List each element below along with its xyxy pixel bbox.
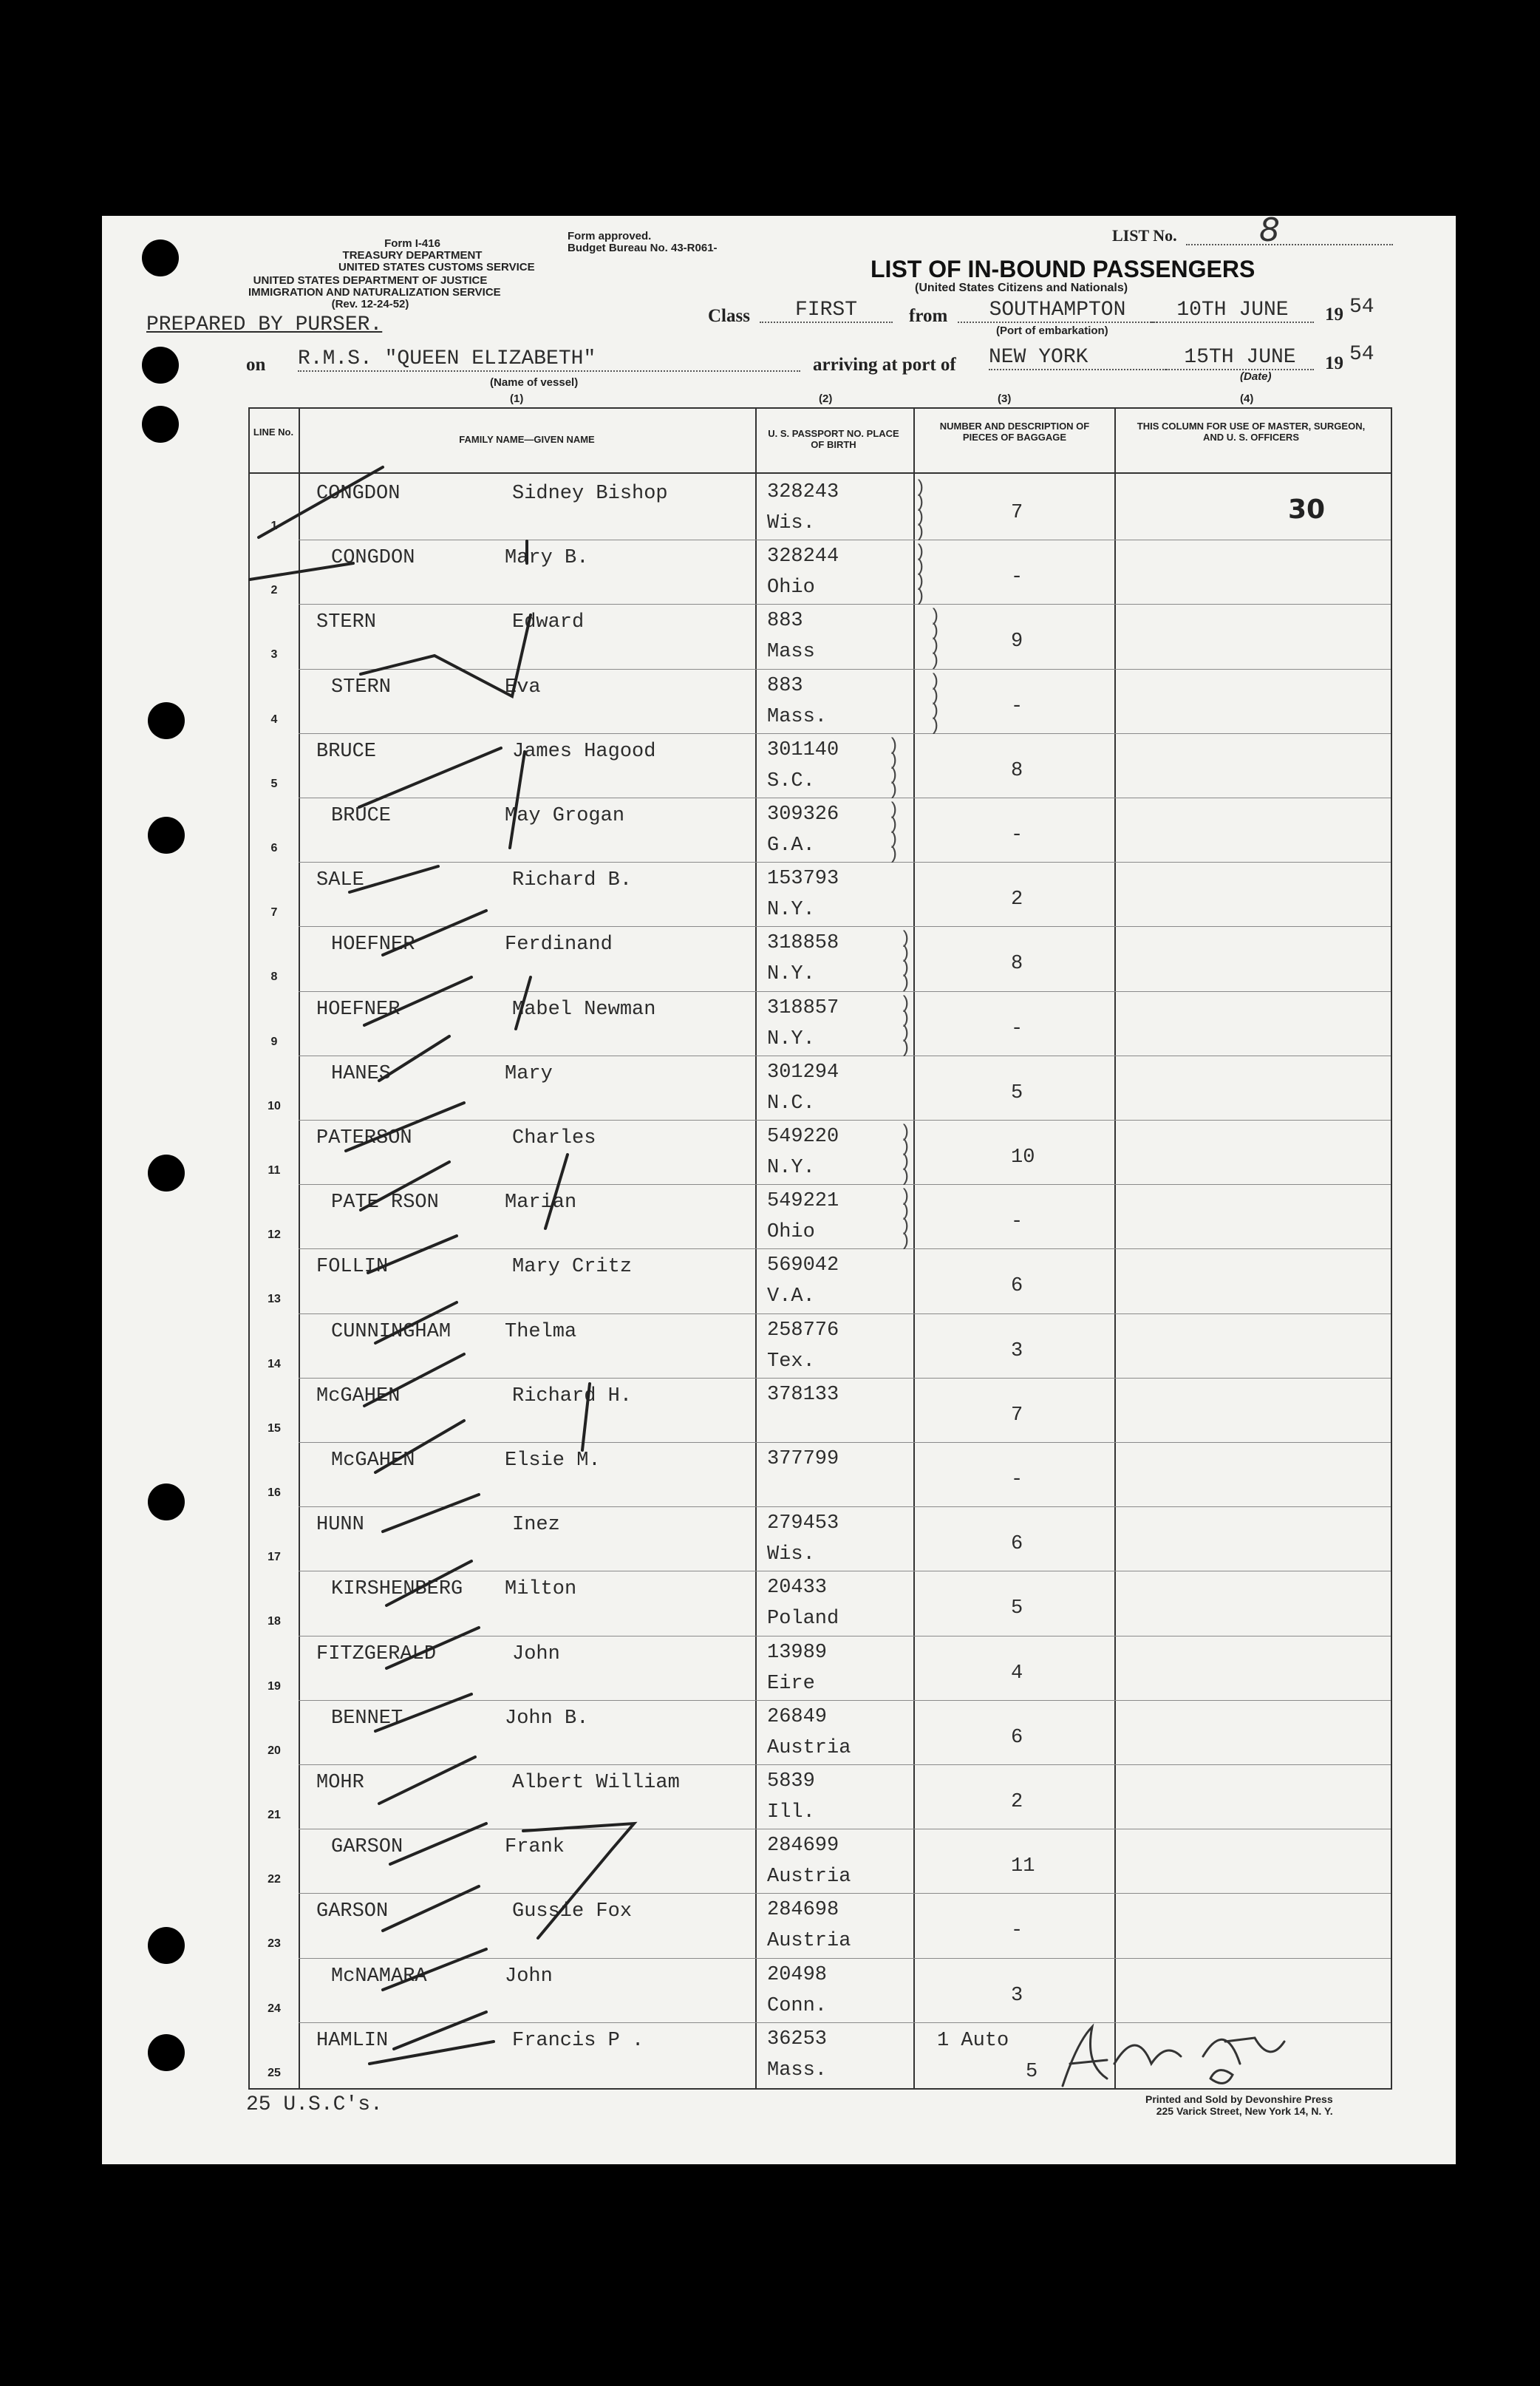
row-line-number: 23 <box>268 1937 281 1951</box>
family-name: PATERSON <box>316 1127 412 1149</box>
baggage-count: 8 <box>1011 953 1023 976</box>
family-name: MOHR <box>316 1772 364 1794</box>
check-mark <box>375 1694 471 1731</box>
place-of-birth: Mass <box>767 641 815 664</box>
row-line-number: 10 <box>268 1099 281 1112</box>
check-mark <box>361 615 531 696</box>
bracket-mark: ) <box>900 1187 911 1208</box>
baggage-extra: 5 <box>1026 2060 1038 2083</box>
check-mark <box>369 2042 494 2064</box>
bracket-mark: ) <box>888 830 899 850</box>
row-line-number: 4 <box>270 713 278 726</box>
family-name: FOLLIN <box>316 1256 389 1279</box>
baggage-count: 5 <box>1011 1081 1023 1104</box>
place-of-birth: Austria <box>767 1736 851 1759</box>
passport-number: 328243 <box>767 481 839 503</box>
family-name: PATE RSON <box>331 1192 439 1214</box>
given-name: Richard H. <box>512 1384 633 1407</box>
check-mark <box>375 1421 464 1472</box>
check-mark <box>259 467 383 537</box>
list-no-label: LIST No. <box>1112 226 1177 245</box>
baggage-count: - <box>1011 1211 1023 1234</box>
baggage-count: 7 <box>1011 502 1023 524</box>
date-note: (Date) <box>1240 370 1272 383</box>
given-name: John B. <box>505 1707 589 1730</box>
place-of-birth: N.Y. <box>767 1157 815 1179</box>
on-label: on <box>246 355 266 375</box>
family-name: CONGDON <box>316 483 401 505</box>
place-of-birth: S.C. <box>767 769 815 792</box>
place-of-birth: N.Y. <box>767 1027 815 1050</box>
given-name: Mary <box>505 1062 553 1085</box>
printer-info <box>1145 2093 1333 2117</box>
baggage-count: 6 <box>1011 1533 1023 1556</box>
bracket-mark: ) <box>930 686 941 707</box>
baggage-count: 7 <box>1011 1404 1023 1427</box>
given-name: Thelma <box>505 1320 577 1343</box>
row-line-number: 22 <box>268 1873 281 1886</box>
row-line-number: 17 <box>268 1551 281 1564</box>
row-line-number: 15 <box>268 1421 281 1435</box>
family-name: GARSON <box>331 1836 403 1859</box>
given-name: Gussie Fox <box>512 1900 633 1923</box>
officer-count: 30 <box>1288 494 1326 525</box>
check-mark <box>364 977 471 1025</box>
family-name: HOEFNER <box>316 998 401 1021</box>
col-header-officers: THIS COLUMN FOR USE OF MASTER, SURGEON, AND U. S. OFFICERS <box>1137 421 1366 443</box>
baggage-count: - <box>1011 566 1023 589</box>
manifest-page <box>102 211 1456 2164</box>
given-name: Frank <box>505 1836 565 1859</box>
page-title: LIST OF IN-BOUND PASSENGERS <box>870 256 1255 282</box>
departure-year-prefix: 19 <box>1325 305 1343 324</box>
baggage-count: - <box>1011 824 1023 846</box>
passport-number: 318857 <box>767 996 839 1019</box>
family-name: STERN <box>316 611 377 634</box>
bracket-mark: ) <box>900 1023 911 1044</box>
check-mark <box>386 1628 479 1668</box>
row-line-number: 7 <box>270 906 278 920</box>
passport-number: 883 <box>767 610 803 633</box>
form-service: UNITED STATES CUSTOMS SERVICE <box>338 261 535 273</box>
family-name: GARSON <box>316 1900 389 1923</box>
from-label: from <box>909 306 948 326</box>
row-line-number: 6 <box>270 842 278 854</box>
row-line-number: 21 <box>268 1809 281 1821</box>
row-line-number: 20 <box>268 1744 281 1757</box>
check-mark <box>368 1236 457 1273</box>
passport-number: 153793 <box>767 868 839 891</box>
col-header-line-no: LINE No. <box>253 426 294 438</box>
bracket-mark: ) <box>915 478 926 498</box>
place-of-birth: N.Y. <box>767 899 815 922</box>
check-mark <box>361 1162 449 1210</box>
row-line-number: 13 <box>268 1293 281 1306</box>
bracket-mark: ) <box>915 572 926 593</box>
given-name: Eva <box>505 676 541 699</box>
place-of-birth: Wis. <box>767 1543 815 1566</box>
col-header-name: FAMILY NAME—GIVEN NAME <box>459 434 595 445</box>
row-line-number: 24 <box>268 2002 281 2015</box>
bracket-mark: ) <box>900 1167 911 1187</box>
check-mark <box>364 1354 464 1406</box>
arrival-port: NEW YORK <box>989 346 1166 370</box>
departure-year: 54 <box>1349 296 1374 319</box>
check-mark <box>359 748 501 807</box>
given-name: Richard B. <box>512 869 633 892</box>
bracket-mark: ) <box>900 929 911 950</box>
place-of-birth: Ohio <box>767 1221 815 1244</box>
given-name: John <box>505 1965 553 1988</box>
passport-number: 309326 <box>767 803 839 826</box>
row-line-number: 12 <box>268 1228 281 1242</box>
family-name: McGAHEN <box>331 1449 415 1472</box>
place-of-birth: N.C. <box>767 1092 815 1115</box>
bracket-mark: ) <box>915 493 926 513</box>
check-mark <box>510 752 525 848</box>
place-of-birth: Tex. <box>767 1350 815 1373</box>
bracket-mark: ) <box>900 1231 911 1252</box>
bracket-mark: ) <box>900 1152 911 1172</box>
col-3-note: (3) <box>998 392 1012 405</box>
bracket-mark: ) <box>930 636 941 657</box>
passport-number: 569042 <box>767 1254 839 1277</box>
passport-number: 279453 <box>767 1512 839 1535</box>
total-count: 25 U.S.C's. <box>246 2093 383 2116</box>
passport-number: 20498 <box>767 1963 828 1986</box>
approval-line: Form approved. <box>568 230 652 242</box>
family-name: STERN <box>331 676 392 699</box>
col-header-passport: U. S. PASSPORT NO. PLACE OF BIRTH <box>768 428 899 450</box>
family-name: FITZGERALD <box>316 1642 437 1665</box>
bracket-mark: ) <box>888 765 899 786</box>
given-name: Ferdinand <box>505 934 613 956</box>
given-name: Albert William <box>512 1772 680 1794</box>
family-name: McNAMARA <box>331 1965 427 1988</box>
row-line-number: 2 <box>270 584 278 597</box>
place-of-birth: G.A. <box>767 835 815 857</box>
printer-line-2: 225 Varick Street, New York 14, N. Y. <box>1156 2105 1333 2117</box>
check-mark <box>379 1757 475 1804</box>
baggage-count: - <box>1011 1017 1023 1040</box>
passport-number: 284698 <box>767 1899 839 1922</box>
place-of-birth: Mass. <box>767 2059 828 2081</box>
passport-number: 5839 <box>767 1770 815 1792</box>
family-name: HOEFNER <box>331 934 415 956</box>
bracket-mark: ) <box>930 671 941 692</box>
family-name: McGAHEN <box>316 1384 401 1407</box>
given-name: Mary B. <box>505 547 589 570</box>
arrival-date: 15TH JUNE <box>1166 346 1314 370</box>
bracket-mark: ) <box>888 801 899 820</box>
bracket-mark: ) <box>900 1123 911 1143</box>
row-line-number: 16 <box>268 1486 281 1499</box>
baggage-count: - <box>1011 1920 1023 1943</box>
bracket-mark: ) <box>900 1138 911 1158</box>
given-name: Milton <box>505 1578 577 1601</box>
bracket-mark: ) <box>900 973 911 994</box>
baggage-count: 2 <box>1011 888 1023 911</box>
place-of-birth: Ill. <box>767 1801 815 1824</box>
given-name: May Grogan <box>505 805 625 827</box>
bracket-mark: ) <box>900 993 911 1014</box>
check-mark <box>545 1155 568 1228</box>
given-name: James Hagood <box>512 740 656 763</box>
bracket-mark: ) <box>930 622 941 642</box>
row-line-number: 5 <box>270 777 278 790</box>
bracket-mark: ) <box>930 651 941 672</box>
check-marks <box>102 216 1456 2164</box>
printer-line-1: Printed and Sold by Devonshire Press <box>1145 2093 1333 2105</box>
passport-number: 26849 <box>767 1705 828 1728</box>
departure-date: 10TH JUNE <box>1151 299 1314 323</box>
col-1-note: (1) <box>510 392 524 405</box>
form-number: Form I-416 <box>384 237 440 250</box>
passport-number: 258776 <box>767 1319 839 1342</box>
place-of-birth: N.Y. <box>767 963 815 986</box>
class-value: FIRST <box>760 299 893 323</box>
check-mark <box>346 1103 464 1151</box>
baggage-count: 3 <box>1011 1984 1023 2007</box>
class-label: Class <box>708 306 750 326</box>
baggage-count: - <box>1011 1469 1023 1491</box>
passport-number: 377799 <box>767 1448 839 1470</box>
arrival-year: 54 <box>1349 343 1374 366</box>
bracket-mark: ) <box>888 780 899 801</box>
passport-number: 13989 <box>767 1641 828 1664</box>
check-mark <box>250 563 353 579</box>
from-value: SOUTHAMPTON <box>958 299 1157 323</box>
family-name: CUNNINGHAM <box>331 1320 452 1343</box>
check-mark <box>390 1824 486 1864</box>
arriving-label: arriving at port of <box>813 355 956 375</box>
check-mark <box>379 1036 449 1081</box>
family-name: BRUCE <box>331 805 392 827</box>
passport-number: 378133 <box>767 1383 839 1406</box>
baggage-count: 5 <box>1011 1597 1023 1620</box>
baggage-count: 6 <box>1011 1726 1023 1749</box>
family-name: HUNN <box>316 1514 364 1537</box>
bracket-mark: ) <box>900 944 911 965</box>
family-name: BRUCE <box>316 740 377 763</box>
passport-number: 328244 <box>767 545 839 568</box>
bracket-mark: ) <box>900 1038 911 1058</box>
baggage-count: 8 <box>1011 759 1023 782</box>
bracket-mark: ) <box>900 1202 911 1223</box>
family-name: BENNET <box>331 1707 403 1730</box>
baggage-count: 10 <box>1011 1146 1035 1169</box>
row-line-number: 11 <box>268 1164 281 1177</box>
justice-dept: UNITED STATES DEPARTMENT OF JUSTICE <box>253 274 488 287</box>
family-name: HANES <box>331 1062 392 1085</box>
given-name: Marian <box>505 1192 577 1214</box>
bracket-mark: ) <box>915 543 926 563</box>
list-no-value: 8 <box>1259 211 1280 249</box>
row-line-number: 25 <box>268 2066 281 2079</box>
passport-number: 20433 <box>767 1577 828 1600</box>
passport-number: 883 <box>767 674 803 697</box>
baggage-count: 2 <box>1011 1791 1023 1813</box>
given-name: John <box>512 1642 560 1665</box>
place-of-birth: Austria <box>767 1930 851 1953</box>
baggage-count: 11 <box>1011 1855 1035 1878</box>
row-line-number: 18 <box>268 1615 281 1628</box>
passport-number: 284699 <box>767 1835 839 1858</box>
col-header-baggage: NUMBER AND DESCRIPTION OF PIECES OF BAGGAGE <box>939 421 1090 443</box>
given-name: Edward <box>512 611 585 634</box>
baggage-count: 9 <box>1011 631 1023 653</box>
place-of-birth: Conn. <box>767 1994 828 2017</box>
check-mark <box>582 1384 590 1450</box>
bracket-mark: ) <box>915 587 926 608</box>
form-dept: TREASURY DEPARTMENT <box>342 249 483 262</box>
baggage-count: 4 <box>1011 1662 1023 1685</box>
bracket-mark: ) <box>900 959 911 979</box>
bracket-mark: ) <box>888 735 899 756</box>
bracket-mark: ) <box>915 557 926 578</box>
check-mark <box>386 1561 471 1605</box>
row-line-number: 14 <box>268 1357 281 1370</box>
officer-initials <box>1063 2027 1284 2086</box>
vessel-name: R.M.S. "QUEEN ELIZABETH" <box>298 347 800 372</box>
check-mark <box>383 1949 486 1990</box>
page-subtitle: (United States Citizens and Nationals) <box>915 282 1128 294</box>
baggage-count: 6 <box>1011 1275 1023 1298</box>
check-mark <box>383 911 486 955</box>
baggage-count: 3 <box>1011 1339 1023 1362</box>
passport-number: 549220 <box>767 1126 839 1148</box>
col-2-note: (2) <box>819 392 833 405</box>
check-mark <box>516 977 531 1029</box>
row-line-number: 9 <box>270 1035 278 1048</box>
family-name: KIRSHENBERG <box>331 1578 463 1601</box>
port-embark-note: (Port of embarkation) <box>996 324 1108 337</box>
row-line-number: 8 <box>270 971 278 984</box>
family-name: CONGDON <box>331 547 415 570</box>
given-name: Mary Critz <box>512 1256 633 1279</box>
place-of-birth: Wis. <box>767 512 815 534</box>
given-name: Sidney Bishop <box>512 483 668 505</box>
passport-number: 318858 <box>767 932 839 955</box>
check-mark <box>394 2012 486 2049</box>
check-mark <box>375 1302 457 1343</box>
check-mark <box>523 1824 634 1938</box>
arrival-year-prefix: 19 <box>1325 353 1343 373</box>
justice-service: IMMIGRATION AND NATURALIZATION SERVICE <box>248 286 501 299</box>
prepared-by: PREPARED BY PURSER. <box>146 313 383 336</box>
passport-number: 301294 <box>767 1061 839 1084</box>
given-name: Charles <box>512 1127 596 1149</box>
col-4-note: (4) <box>1240 392 1254 405</box>
place-of-birth: Austria <box>767 1866 851 1889</box>
place-of-birth: Mass. <box>767 705 828 728</box>
row-line-number: 3 <box>270 648 278 662</box>
bracket-mark: ) <box>900 1217 911 1237</box>
bracket-mark: ) <box>930 607 941 628</box>
place-of-birth: Eire <box>767 1672 815 1695</box>
passport-number: 36253 <box>767 2028 828 2050</box>
vessel-note: (Name of vessel) <box>490 376 579 389</box>
given-name: Mabel Newman <box>512 998 656 1021</box>
check-mark <box>350 866 438 892</box>
given-name: Elsie M. <box>505 1449 601 1472</box>
bracket-mark: ) <box>888 845 899 865</box>
bracket-mark: ) <box>915 523 926 543</box>
place-of-birth: Ohio <box>767 577 815 599</box>
baggage-count: 1 Auto <box>937 2029 1009 2052</box>
row-line-number: 19 <box>268 1679 281 1693</box>
passport-number: 549221 <box>767 1190 839 1213</box>
bracket-mark: ) <box>915 508 926 528</box>
bracket-mark: ) <box>888 750 899 771</box>
bracket-mark: ) <box>888 815 899 835</box>
budget-line: Budget Bureau No. 43-R061- <box>568 242 718 254</box>
passport-number: 301140 <box>767 738 839 761</box>
bracket-mark: ) <box>930 701 941 721</box>
check-mark <box>383 1495 479 1532</box>
row-line-number: 1 <box>270 520 278 532</box>
family-name: HAMLIN <box>316 2029 389 2052</box>
given-name: Inez <box>512 1514 560 1537</box>
bracket-mark: ) <box>900 1008 911 1029</box>
family-name: SALE <box>316 869 364 892</box>
bracket-mark: ) <box>930 716 941 736</box>
form-revision: (Rev. 12-24-52) <box>331 298 409 310</box>
given-name: Francis P . <box>512 2029 644 2052</box>
baggage-count: - <box>1011 695 1023 718</box>
check-mark <box>383 1886 479 1931</box>
place-of-birth: Poland <box>767 1608 839 1631</box>
place-of-birth: V.A. <box>767 1285 815 1308</box>
